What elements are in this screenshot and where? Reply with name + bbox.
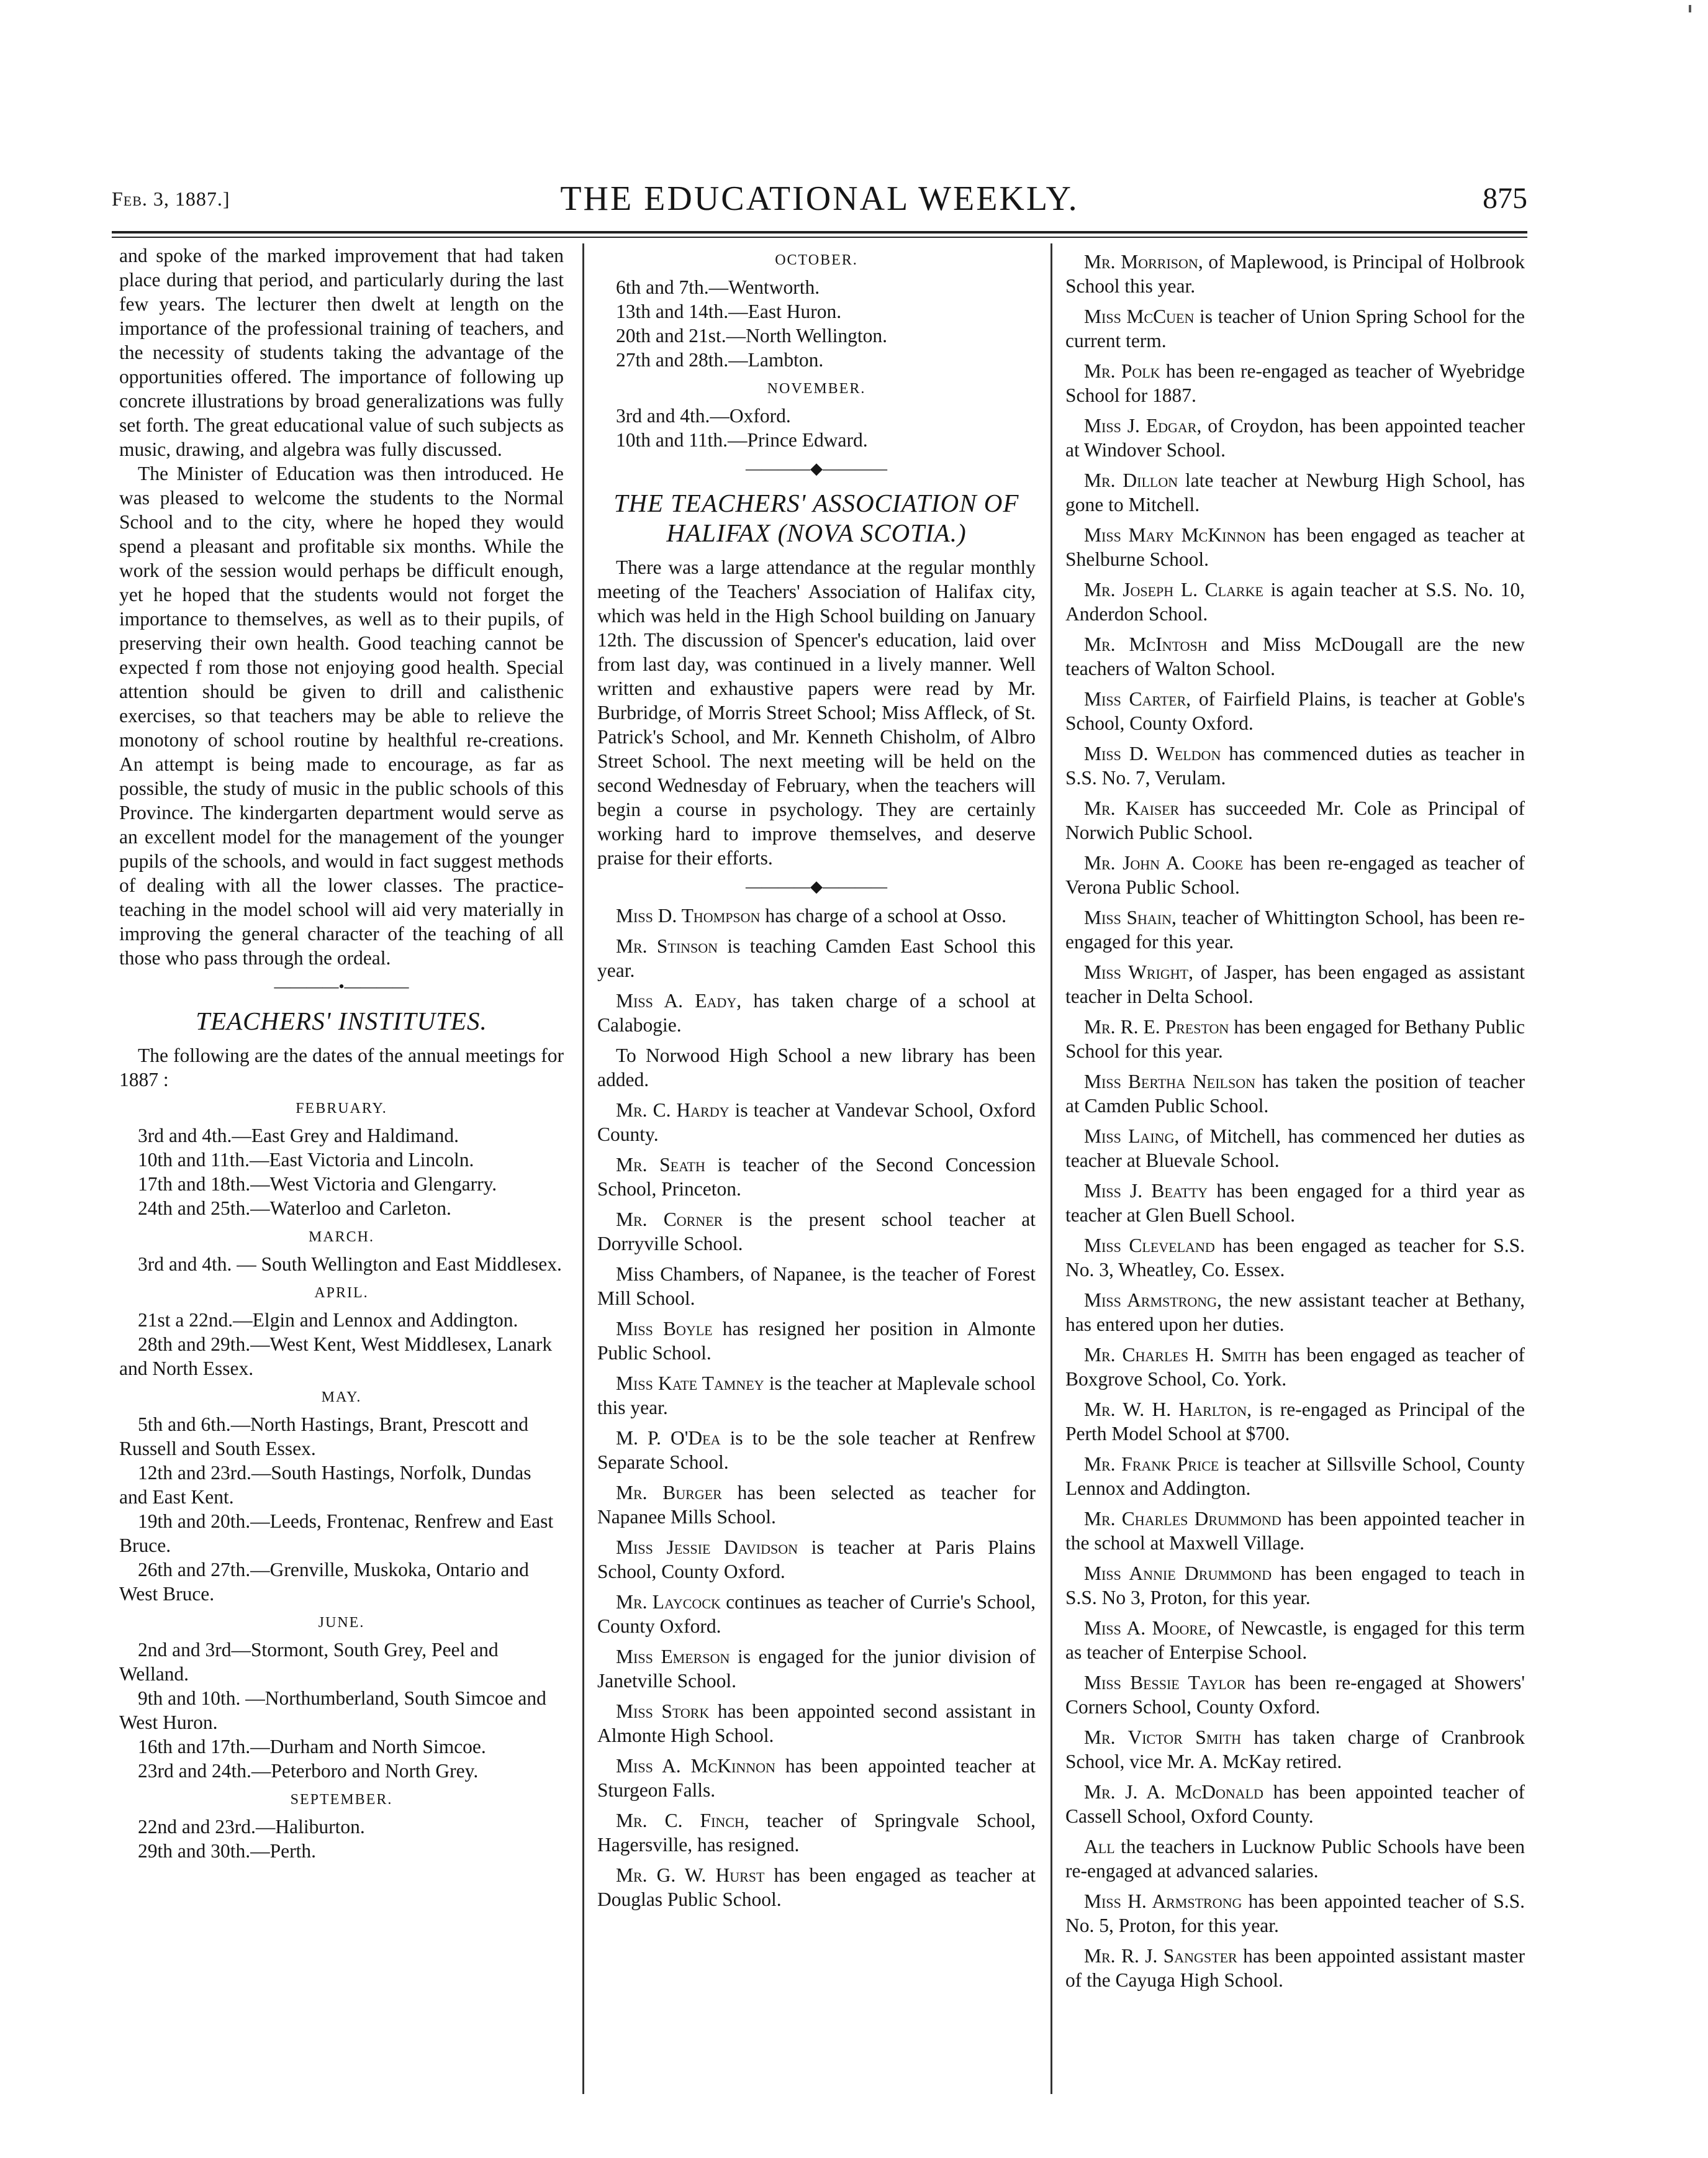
teacher-name: Miss Annie Drummond	[1084, 1562, 1272, 1584]
month-heading: FEBRUARY.	[296, 1100, 387, 1117]
column-divider-2	[1051, 243, 1052, 2094]
personal-note	[1065, 796, 1525, 845]
personal-note	[1065, 960, 1525, 1009]
personal-note	[597, 1043, 1036, 1092]
note-text: , of Croydon, has been appointed teacher at Windover School.	[1065, 415, 1525, 461]
personal-note	[1065, 905, 1525, 954]
teacher-name: Mr. Stinson	[616, 935, 718, 957]
teacher-name: Miss Jessie Davidson	[616, 1536, 798, 1558]
teacher-name: Miss Bertha Neilson	[1084, 1071, 1255, 1092]
note-text: has been re-engaged as teacher of Verona Public School.	[1065, 852, 1525, 898]
personal-note	[1065, 304, 1525, 353]
personal-notes-continued	[1065, 250, 1525, 1992]
note-text: Miss Chambers, of Napanee, is the teacher of Forest Mill School.	[597, 1263, 1036, 1309]
personal-note	[1065, 1671, 1525, 1719]
personal-note	[597, 1808, 1036, 1857]
personal-note	[597, 1317, 1036, 1365]
personal-note	[597, 1371, 1036, 1420]
personal-note	[597, 1535, 1036, 1584]
note-text: has been engaged for Bethany Public School for this year.	[1065, 1016, 1525, 1062]
column-2	[597, 243, 1036, 1911]
teacher-name: Mr. Frank Price	[1084, 1453, 1219, 1475]
personal-note	[597, 1699, 1036, 1748]
personal-note	[1065, 1944, 1525, 1992]
note-text: , is re-engaged as Principal of the Perth Model School at $700.	[1065, 1399, 1525, 1444]
institute-date-entry: 3rd and 4th.—Oxford.	[616, 405, 791, 427]
institute-date-entry: 22nd and 23rd.—Haliburton.	[138, 1816, 365, 1838]
personal-note	[1065, 851, 1525, 899]
note-text: has been appointed second assistant in Almonte High School.	[597, 1700, 1036, 1746]
teacher-name: Miss McCuen	[1084, 306, 1195, 327]
note-text: has been engaged as teacher of Boxgrove School, Co. York.	[1065, 1344, 1525, 1390]
note-text: , teacher of Whittington School, has been re-engaged for this year.	[1065, 907, 1525, 953]
issue-date: Feb. 3, 1887.]	[112, 188, 230, 210]
note-text: is again teacher at S.S. No. 10, Anderdon School.	[1065, 579, 1525, 625]
teacher-name: Mr. W. H. Harlton	[1084, 1399, 1247, 1420]
institute-date-entry: 23rd and 24th.—Peterboro and North Grey.	[138, 1760, 479, 1782]
teacher-name: Miss Kate Tamney	[616, 1372, 764, 1394]
personal-note	[1065, 468, 1525, 517]
personal-note	[597, 1426, 1036, 1474]
personal-note	[1065, 359, 1525, 407]
personal-note	[597, 1262, 1036, 1310]
personal-note	[1065, 687, 1525, 735]
personal-note	[1065, 1343, 1525, 1391]
teacher-name: Mr. C. Hardy	[616, 1099, 730, 1121]
note-text: , of Newcastle, is engaged for this term as teacher of Enterpise School.	[1065, 1617, 1525, 1663]
teacher-name: Mr. McIntosh	[1084, 633, 1208, 655]
month-heading: OCTOBER.	[775, 252, 858, 268]
note-text: is to be the sole teacher at Renfrew Separate School.	[597, 1427, 1036, 1473]
header-rule-thin	[112, 237, 1527, 238]
personal-note	[1065, 578, 1525, 626]
personal-note	[1065, 1780, 1525, 1828]
personal-note	[597, 1644, 1036, 1693]
institute-dates	[119, 1097, 564, 1863]
note-text: has been selected as teacher for Napanee Mills School.	[597, 1482, 1036, 1528]
note-text: To Norwood High School a new library has been added.	[597, 1045, 1036, 1090]
personal-note	[1065, 1397, 1525, 1446]
note-text: is the teacher at Maplevale school this year.	[597, 1372, 1036, 1418]
column-3	[1065, 243, 1525, 1992]
month-heading: JUNE.	[318, 1615, 365, 1631]
teacher-name: Miss H. Armstrong	[1084, 1890, 1242, 1912]
note-text: has taken the position of teacher at Camden Public School.	[1065, 1071, 1525, 1117]
note-text: has been appointed teacher at Sturgeon Falls.	[597, 1755, 1036, 1801]
personal-note	[1065, 741, 1525, 790]
section-ornament: ————◆————	[746, 460, 887, 478]
personal-note	[597, 1153, 1036, 1201]
month-heading: APRIL.	[314, 1285, 369, 1301]
teacher-name: Mr. R. J. Sangster	[1084, 1945, 1237, 1967]
note-text: is teacher at Paris Plains School, County Oxford.	[597, 1536, 1036, 1582]
institute-date-entry: 5th and 6th.—North Hastings, Brant, Prescott and Russell and South Essex.	[119, 1413, 529, 1459]
teacher-name: Mr. Charles Drummond	[1084, 1508, 1281, 1530]
teacher-name: Mr. Polk	[1084, 360, 1160, 382]
note-text: has been appointed assistant master of the Cayuga High School.	[1065, 1945, 1525, 1991]
note-text: , the new assistant teacher at Bethany, has entered upon her duties.	[1065, 1289, 1525, 1335]
personal-note	[1065, 1725, 1525, 1774]
teacher-name: Miss Bessie Taylor	[1084, 1672, 1246, 1693]
personal-note	[597, 904, 1036, 928]
teacher-name: Mr. John A. Cooke	[1084, 852, 1244, 874]
institute-date-entry: 27th and 28th.—Lambton.	[616, 349, 824, 371]
month-heading: NOVEMBER.	[767, 381, 866, 397]
section-ornament: ————•————	[274, 977, 409, 995]
institute-date-entry: 10th and 11th.—Prince Edward.	[616, 429, 868, 451]
personal-note	[1065, 1015, 1525, 1063]
teacher-name: Mr. Victor Smith	[1084, 1726, 1242, 1748]
institute-date-entry: 21st a 22nd.—Elgin and Lennox and Addington.	[138, 1309, 518, 1331]
note-text: has been appointed teacher of S.S. No. 5, Proton, for this year.	[1065, 1890, 1525, 1936]
institute-date-entry: 9th and 10th. —Northumberland, South Simcoe and West Huron.	[119, 1687, 546, 1733]
header-rule	[112, 231, 1527, 233]
institutes-intro: The following are the dates of the annual meetings for 1887 :	[119, 1045, 564, 1090]
personal-note	[1065, 1561, 1525, 1610]
institute-date-entry: 28th and 29th.—West Kent, West Middlesex, Lanark and North Essex.	[119, 1333, 553, 1379]
institutes-heading: TEACHERS' INSTITUTES.	[196, 1007, 487, 1035]
note-text: is teaching Camden East School this year.	[597, 935, 1036, 981]
note-text: has been engaged as teacher for S.S. No. 3, Wheatley, Co. Essex.	[1065, 1235, 1525, 1281]
note-text: has been engaged to teach in S.S. No 3, Proton, for this year.	[1065, 1562, 1525, 1608]
teacher-name: Miss Mary McKinnon	[1084, 524, 1266, 546]
teacher-name: All	[1084, 1836, 1115, 1857]
section-ornament: ————◆————	[746, 877, 887, 895]
note-text: is teacher of Union Spring School for the current term.	[1065, 306, 1525, 351]
personal-note	[1065, 1179, 1525, 1227]
personal-note	[597, 1480, 1036, 1529]
personal-note	[1065, 1889, 1525, 1938]
institute-date-entry: 29th and 30th.—Perth.	[138, 1840, 316, 1862]
institute-dates-continued	[597, 248, 1036, 452]
personal-note	[597, 1098, 1036, 1146]
halifax-paragraph: There was a large attendance at the regular monthly meeting of the Teachers' Association of Halifax city, which was held in the High School building on January 12th. The discussion of Spencer's education, laid over from last day, was continued in a lively manner. Well written and exhaustive papers were read by Mr. Burbridge, of Morris Street School; Miss Affleck, of St. Patrick's School, and Mr. Kenneth Chisholm, of Albro Street School. The next meeting will be held on the second Wednesday of February, when the teachers will begin a course in psychology. They are certainly working hard to improve themselves, and deserve praise for their efforts.	[597, 556, 1036, 869]
teacher-name: Mr. Burger	[616, 1482, 722, 1503]
note-text: is teacher of the Second Concession School, Princeton.	[597, 1154, 1036, 1200]
institute-date-entry: 13th and 14th.—East Huron.	[616, 301, 842, 322]
column-1	[119, 243, 564, 1863]
teacher-name: Mr. C. Finch	[616, 1810, 744, 1831]
page-number: 875	[1483, 182, 1527, 215]
teacher-name: Mr. R. E. Preston	[1084, 1016, 1229, 1038]
intro-paragraph: and spoke of the marked improvement that had taken place during that period, and particularly during the last few years. The lecturer then dwelt at length on the importance of the professional training of teachers, and the necessity of students taking the advantage of the opportunities offered. The importance of following up concrete illustrations by broad generalizations was fully set forth. The great educational value of such subjects as music, drawing, and algebra was fully discussed.	[119, 245, 564, 460]
note-text: is the present school teacher at Dorryville School.	[597, 1208, 1036, 1254]
personal-note	[597, 934, 1036, 982]
institute-date-entry: 20th and 21st.—North Wellington.	[616, 325, 887, 347]
teacher-name: Mr. Dillon	[1084, 469, 1178, 491]
note-text: continues as teacher of Currie's School, County Oxford.	[597, 1591, 1036, 1637]
teacher-name: Mr. Morrison	[1084, 251, 1198, 273]
teacher-name: Mr. Corner	[616, 1208, 723, 1230]
note-text: late teacher at Newburg High School, has gone to Mitchell.	[1065, 469, 1525, 515]
teacher-name: Miss Cleveland	[1084, 1235, 1215, 1256]
personal-note	[1065, 1069, 1525, 1118]
institute-date-entry: 10th and 11th.—East Victoria and Lincoln.	[138, 1149, 474, 1171]
personal-note	[1065, 1124, 1525, 1172]
teacher-name: Miss Carter	[1084, 688, 1186, 710]
teacher-name: Miss D. Thompson	[616, 905, 761, 927]
teacher-name: Mr. G. W. Hurst	[616, 1864, 765, 1886]
note-text: has been engaged as teacher at Douglas Public School.	[597, 1864, 1036, 1910]
institute-date-entry: 19th and 20th.—Leeds, Frontenac, Renfrew and East Bruce.	[119, 1510, 554, 1556]
note-text: has resigned her position in Almonte Public School.	[597, 1318, 1036, 1364]
teacher-name: M. P. O'Dea	[616, 1427, 721, 1449]
personal-note	[597, 989, 1036, 1037]
teacher-name: Mr. J. A. McDonald	[1084, 1781, 1263, 1803]
note-text: , of Mitchell, has commenced her duties as teacher at Bluevale School.	[1065, 1125, 1525, 1171]
note-text: has been appointed teacher in the school at Maxwell Village.	[1065, 1508, 1525, 1554]
institute-date-entry: 3rd and 4th.—East Grey and Haldimand.	[138, 1125, 459, 1146]
note-text: has been appointed teacher of Cassell School, Oxford County.	[1065, 1781, 1525, 1827]
teacher-name: Miss Emerson	[616, 1646, 730, 1667]
publication-title: THE EDUCATIONAL WEEKLY.	[560, 179, 1079, 218]
personal-note	[597, 1590, 1036, 1638]
page-header	[112, 179, 1527, 222]
note-text: , of Jasper, has been engaged as assistant teacher in Delta School.	[1065, 961, 1525, 1007]
note-text: is teacher at Sillsville School, County Lennox and Addington.	[1065, 1453, 1525, 1499]
personal-note	[1065, 1452, 1525, 1500]
teacher-name: Mr. Joseph L. Clarke	[1084, 579, 1263, 601]
teacher-name: Miss A. McKinnon	[616, 1755, 775, 1777]
personal-note	[1065, 250, 1525, 298]
institute-date-entry: 16th and 17th.—Durham and North Simcoe.	[138, 1736, 486, 1757]
note-text: is teacher at Vandevar School, Oxford County.	[597, 1099, 1036, 1145]
corner-mark	[1689, 5, 1691, 12]
month-heading: MARCH.	[308, 1229, 375, 1245]
teacher-name: Miss Boyle	[616, 1318, 713, 1340]
institute-date-entry: 12th and 23rd.—South Hastings, Norfolk, Dundas and East Kent.	[119, 1462, 531, 1508]
month-heading: MAY.	[321, 1389, 362, 1405]
note-text: has been engaged for a third year as teacher at Glen Buell School.	[1065, 1180, 1525, 1226]
note-text: has taken charge of Cranbrook School, vice Mr. A. McKay retired.	[1065, 1726, 1525, 1772]
note-text: has succeeded Mr. Cole as Principal of Norwich Public School.	[1065, 797, 1525, 843]
institute-date-entry: 6th and 7th.—Wentworth.	[616, 276, 820, 298]
halifax-heading: THE TEACHERS' ASSOCIATION OF HALIFAX (NOVA SCOTIA.)	[613, 489, 1019, 547]
note-text: , has taken charge of a school at Calabogie.	[597, 990, 1036, 1036]
teacher-name: Miss A. Moore	[1084, 1617, 1207, 1639]
personal-note	[1065, 1288, 1525, 1336]
institute-date-entry: 17th and 18th.—West Victoria and Glengarry.	[138, 1173, 497, 1195]
teacher-name: Miss A. Eady	[616, 990, 737, 1012]
personal-note	[1065, 1834, 1525, 1883]
teacher-name: Miss Stork	[616, 1700, 710, 1722]
personal-note	[1065, 1616, 1525, 1664]
teacher-name: Miss D. Weldon	[1084, 743, 1221, 764]
teacher-name: Mr. Charles H. Smith	[1084, 1344, 1267, 1366]
teacher-name: Miss J. Beatty	[1084, 1180, 1208, 1202]
note-text: , of Fairfield Plains, is teacher at Goble's School, County Oxford.	[1065, 688, 1525, 734]
teacher-name: Miss Wright	[1084, 961, 1189, 983]
personal-note	[1065, 523, 1525, 571]
teacher-name: Miss J. Edgar	[1084, 415, 1197, 437]
note-text: has been engaged as teacher at Shelburne School.	[1065, 524, 1525, 570]
personal-note	[597, 1207, 1036, 1256]
institute-date-entry: 3rd and 4th. — South Wellington and East Middlesex.	[138, 1253, 562, 1275]
teacher-name: Mr. Kaiser	[1084, 797, 1180, 819]
personal-note	[597, 1863, 1036, 1911]
teacher-name: Mr. Laycock	[616, 1591, 721, 1613]
institute-date-entry: 26th and 27th.—Grenville, Muskoka, Ontario and West Bruce.	[119, 1559, 529, 1605]
personal-note	[1065, 414, 1525, 462]
teacher-name: Miss Shain	[1084, 907, 1172, 928]
personal-note	[1065, 632, 1525, 681]
note-text: has commenced duties as teacher in S.S. No. 7, Verulam.	[1065, 743, 1525, 789]
note-text: has charge of a school at Osso.	[760, 905, 1007, 927]
minister-paragraph: The Minister of Education was then introduced. He was pleased to welcome the students to the Normal School and to the city, where he hoped they would spend a pleasant and profitable six months. While the work of the session would perhaps be difficult enough, yet he hoped that the students would not forget the importance to themselves, as well as to their pupils, of preserving their own health. Good teaching cannot be expected f rom those not enjoying good health. Special attention should be given to drill and calisthenic exercises, so that teachers may be able to relieve the monotony of school routine by healthful re-creations. An attempt is being made to encourage, as far as possible, the study of music in the public schools of this Province. The kindergarten department would serve as an excellent model for the management of the younger pupils of the schools, and would in fact suggest methods of dealing with all the lower classes. The practice-teaching in the model school will aid very materially in improving the general character of the teaching of all those who pass through the ordeal.	[119, 463, 564, 969]
personal-notes	[597, 904, 1036, 1911]
note-text: the teachers in Lucknow Public Schools have been re-engaged at advanced salaries.	[1065, 1836, 1525, 1882]
note-text: and Miss McDougall are the new teachers of Walton School.	[1065, 633, 1525, 679]
note-text: has been re-engaged at Showers' Corners School, County Oxford.	[1065, 1672, 1525, 1718]
personal-note	[597, 1754, 1036, 1802]
teacher-name: Mr. Seath	[616, 1154, 705, 1176]
note-text: is engaged for the junior division of Janetville School.	[597, 1646, 1036, 1692]
personal-note	[1065, 1233, 1525, 1282]
column-divider-1	[582, 243, 584, 2094]
institute-date-entry: 24th and 25th.—Waterloo and Carleton.	[138, 1197, 451, 1219]
teacher-name: Miss Laing	[1084, 1125, 1175, 1147]
month-heading: SEPTEMBER.	[290, 1792, 393, 1808]
note-text: , of Maplewood, is Principal of Holbrook School this year.	[1065, 251, 1525, 297]
personal-note	[1065, 1507, 1525, 1555]
note-text: has been re-engaged as teacher of Wyebridge School for 1887.	[1065, 360, 1525, 406]
note-text: , teacher of Springvale School, Hagersville, has resigned.	[597, 1810, 1036, 1856]
institute-date-entry: 2nd and 3rd—Stormont, South Grey, Peel and Welland.	[119, 1639, 499, 1685]
teacher-name: Miss Armstrong	[1084, 1289, 1218, 1311]
